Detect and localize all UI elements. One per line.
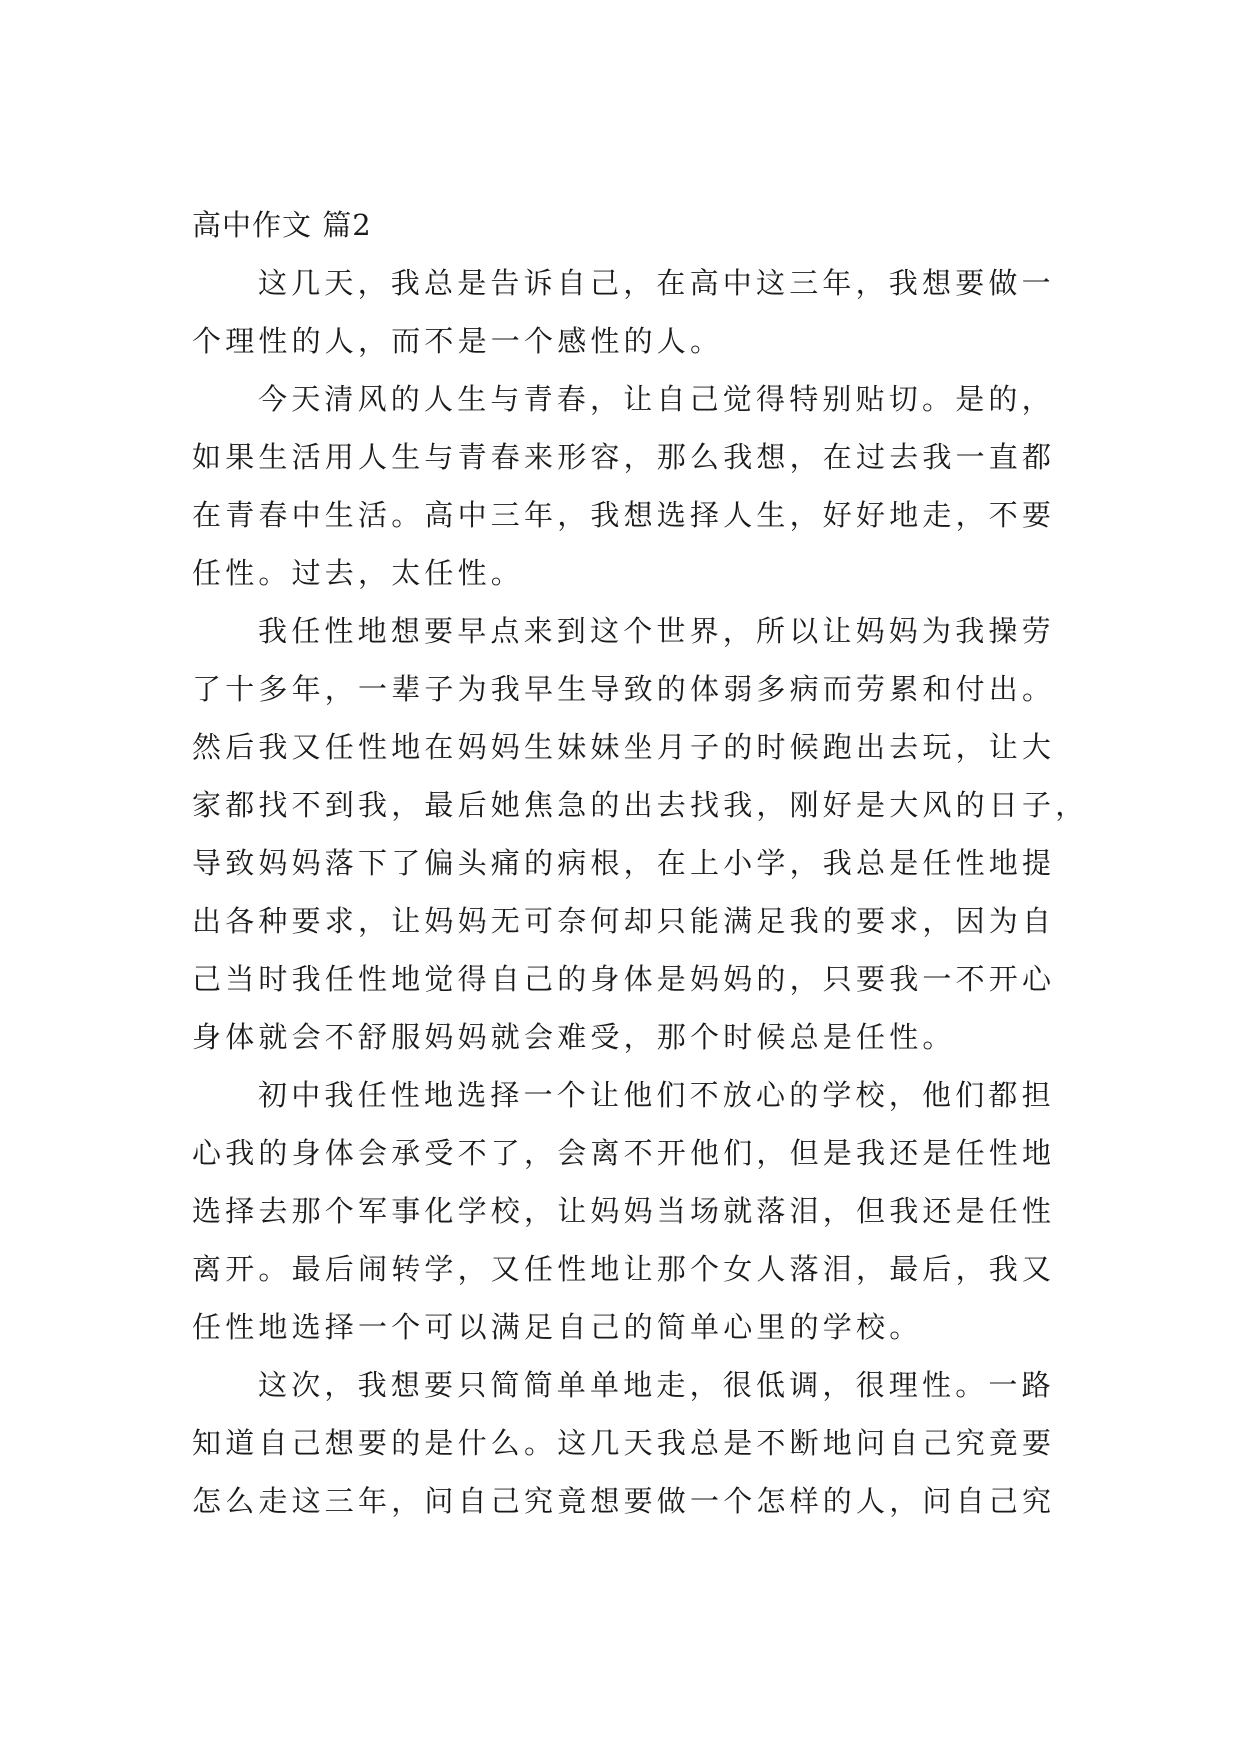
text-line: 初中我任性地选择一个让他们不放心的学校，他们都担 — [258, 1078, 1055, 1112]
text-line: 了十多年，一辈子为我早生导致的体弱多病而劳累和付出。 — [192, 672, 1056, 706]
text-line: 己当时我任性地觉得自己的身体是妈妈的，只要我一不开心 — [192, 962, 1056, 996]
text-line: 选择去那个军事化学校，让妈妈当场就落泪，但我还是任性 — [192, 1194, 1056, 1228]
text-line: 知道自己想要的是什么。这几天我总是不断地问自己究竟要 — [192, 1426, 1056, 1460]
text-line: 任性地选择一个可以满足自己的简单心里的学校。 — [192, 1310, 923, 1344]
text-line: 怎么走这三年，问自己究竟想要做一个怎样的人，问自己究 — [192, 1484, 1056, 1518]
text-line: 我任性地想要早点来到这个世界，所以让妈妈为我操劳 — [258, 614, 1055, 648]
text-line: 这次，我想要只简简单单地走，很低调，很理性。一路 — [258, 1368, 1055, 1402]
text-line: 出各种要求，让妈妈无可奈何却只能满足我的要求，因为自 — [192, 904, 1056, 938]
paragraph-4 — [192, 1066, 1058, 1356]
paragraph-3 — [192, 602, 1089, 1066]
paragraph-2 — [192, 370, 1058, 602]
text-line: 离开。最后闹转学，又任性地让那个女人落泪，最后，我又 — [192, 1252, 1056, 1286]
text-line: 如果生活用人生与青春来形容，那么我想，在过去我一直都 — [192, 440, 1056, 474]
text-line: 导致妈妈落下了偏头痛的病根，在上小学，我总是任性地提 — [192, 846, 1056, 880]
text-line: 然后我又任性地在妈妈生妹妹坐月子的时候跑出去玩，让大 — [192, 730, 1056, 764]
essay-title: 高中作文 篇2 — [192, 208, 372, 242]
text-line: 家都找不到我，最后她焦急的出去找我，刚好是大风的日子， — [192, 788, 1089, 822]
paragraph-1 — [192, 254, 1058, 370]
text-line: 这几天，我总是告诉自己，在高中这三年，我想要做一 — [258, 266, 1055, 300]
text-line: 今天清风的人生与青春，让自己觉得特别贴切。是的， — [258, 382, 1055, 416]
text-line: 身体就会不舒服妈妈就会难受，那个时候总是任性。 — [192, 1020, 956, 1054]
paragraph-5 — [192, 1356, 1058, 1530]
text-line: 在青春中生活。高中三年，我想选择人生，好好地走，不要 — [192, 498, 1056, 532]
document-body — [192, 196, 1089, 1530]
text-line: 心我的身体会承受不了，会离不开他们，但是我还是任性地 — [192, 1136, 1056, 1170]
text-line: 个理性的人，而不是一个感性的人。 — [192, 324, 724, 358]
text-line: 任性。过去，太任性。 — [192, 556, 525, 590]
